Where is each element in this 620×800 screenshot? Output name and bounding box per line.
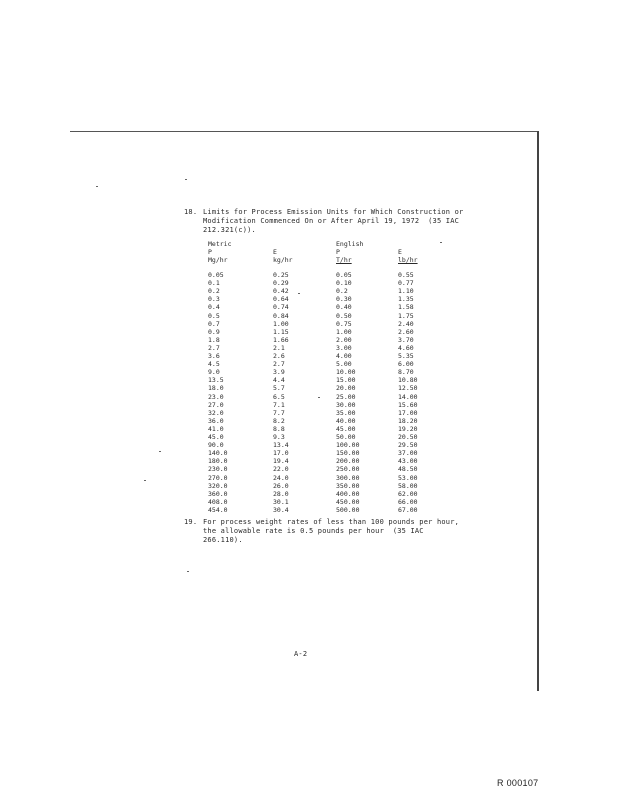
english-e-cell: 10.80 xyxy=(398,376,418,385)
metric-e-cell: 7.7 xyxy=(273,408,285,417)
english-p-cell: 200.00 xyxy=(336,457,360,466)
metric-e-cell: 28.0 xyxy=(273,489,289,498)
metric-e-cell: 5.7 xyxy=(273,384,285,393)
english-p-cell: 20.00 xyxy=(336,384,356,393)
section-19-line-3: 266.110). xyxy=(203,536,243,544)
english-p-cell: 450.00 xyxy=(336,497,360,506)
english-p-cell: 30.00 xyxy=(336,400,356,409)
english-e-cell: 43.00 xyxy=(398,457,418,466)
metric-p-cell: 408.0 xyxy=(208,497,228,506)
metric-e-cell: 30.1 xyxy=(273,497,289,506)
english-e-cell: 14.00 xyxy=(398,392,418,401)
english-e-cell: 1.35 xyxy=(398,295,414,304)
speck xyxy=(185,179,187,180)
english-e-cell: 20.50 xyxy=(398,433,418,441)
english-p-cell: 400.00 xyxy=(336,489,360,498)
metric-p-cell: 23.0 xyxy=(208,392,224,401)
metric-e-cell: 1.66 xyxy=(273,335,289,344)
english-p-cell: 2.00 xyxy=(336,335,352,344)
metric-p-cell: 0.3 xyxy=(208,295,220,304)
metric-p-cell: 0.2 xyxy=(208,287,220,296)
english-p-cell: 0.40 xyxy=(336,303,352,312)
english-e-cell: 0.77 xyxy=(398,279,414,288)
metric-e-cell: 0.64 xyxy=(273,295,289,304)
metric-p-cell: 0.4 xyxy=(208,303,220,312)
section-19-line-1: For process weight rates of less than 100 pounds per hour, xyxy=(203,518,460,526)
english-e-cell: 1.58 xyxy=(398,303,414,312)
metric-p-cell: 45.0 xyxy=(208,433,224,441)
metric-p-cell: 0.7 xyxy=(208,319,220,328)
metric-e-cell: 1.00 xyxy=(273,319,289,328)
metric-p-cell: 9.0 xyxy=(208,368,220,377)
metric-p-cell: 0.9 xyxy=(208,327,220,336)
english-e-cell: 29.50 xyxy=(398,441,418,450)
english-e-cell: 67.00 xyxy=(398,505,418,514)
english-p-cell: 300.00 xyxy=(336,473,360,482)
metric-p-cell: 0.5 xyxy=(208,311,220,320)
english-p-cell: 10.00 xyxy=(336,368,356,377)
metric-e-cell: 0.84 xyxy=(273,311,289,320)
metric-e-cell: 0.25 xyxy=(273,271,289,279)
bates-stamp: R 000107 xyxy=(497,778,539,788)
english-p-cell: 100.00 xyxy=(336,441,360,450)
english-e-cell: 2.60 xyxy=(398,327,414,336)
english-p-cell: 50.00 xyxy=(336,433,356,441)
english-p-cell: 500.00 xyxy=(336,505,360,514)
metric-e-cell: 13.4 xyxy=(273,441,289,450)
english-p-cell: 0.30 xyxy=(336,295,352,304)
english-e-cell: 12.50 xyxy=(398,384,418,393)
metric-p-cell: 4.5 xyxy=(208,360,220,369)
english-p-cell: 1.00 xyxy=(336,327,352,336)
english-e-header: E xyxy=(398,248,402,256)
english-p-cell: 350.00 xyxy=(336,481,360,490)
english-p-cell: 250.00 xyxy=(336,465,360,474)
metric-p-cell: 2.7 xyxy=(208,343,220,352)
english-p-cell: 0.05 xyxy=(336,271,352,279)
metric-e-header: E xyxy=(273,248,277,256)
english-e-cell: 5.35 xyxy=(398,352,414,360)
metric-p-cell: 3.6 xyxy=(208,352,220,360)
metric-e-cell: 9.3 xyxy=(273,433,285,441)
english-p-cell: 45.00 xyxy=(336,424,356,433)
metric-e-cell: 24.0 xyxy=(273,473,289,482)
english-e-cell: 8.70 xyxy=(398,368,414,377)
metric-p-cell: 180.0 xyxy=(208,457,228,466)
english-e-cell: 4.60 xyxy=(398,343,414,352)
speck xyxy=(440,242,442,243)
metric-e-cell: 2.7 xyxy=(273,360,285,369)
metric-e-cell: 17.0 xyxy=(273,449,289,458)
metric-e-cell: 3.9 xyxy=(273,368,285,377)
english-e-cell: 2.40 xyxy=(398,319,414,328)
metric-p-unit: Mg/hr xyxy=(208,256,228,264)
english-p-unit: T/hr xyxy=(336,256,352,264)
english-e-cell: 6.00 xyxy=(398,360,414,369)
english-e-cell: 3.70 xyxy=(398,335,414,344)
english-p-cell: 35.00 xyxy=(336,408,356,417)
page-number: A-2 xyxy=(294,650,308,658)
english-e-cell: 18.20 xyxy=(398,416,418,425)
english-e-cell: 17.00 xyxy=(398,408,418,417)
english-e-cell: 62.00 xyxy=(398,489,418,498)
english-p-cell: 25.00 xyxy=(336,392,356,401)
english-e-cell: 37.00 xyxy=(398,449,418,458)
metric-e-cell: 1.15 xyxy=(273,327,289,336)
english-title: English xyxy=(336,240,364,248)
metric-e-cell: 7.1 xyxy=(273,400,285,409)
english-p-cell: 0.10 xyxy=(336,279,352,288)
metric-e-cell: 2.1 xyxy=(273,343,285,352)
metric-p-cell: 41.0 xyxy=(208,424,224,433)
speck xyxy=(187,571,189,572)
metric-e-cell: 30.4 xyxy=(273,505,289,514)
english-p-header: P xyxy=(336,248,340,256)
section-19-number: 19. xyxy=(184,518,198,526)
metric-e-cell: 26.0 xyxy=(273,481,289,490)
english-e-unit: lb/hr xyxy=(398,256,418,264)
metric-p-cell: 13.5 xyxy=(208,376,224,385)
metric-e-cell: 8.2 xyxy=(273,416,285,425)
english-p-cell: 4.00 xyxy=(336,352,352,360)
english-e-cell: 1.10 xyxy=(398,287,414,296)
metric-e-cell: 4.4 xyxy=(273,376,285,385)
section-18-line-3: 212.321(c)). xyxy=(203,226,256,234)
english-p-cell: 40.00 xyxy=(336,416,356,425)
speck xyxy=(96,186,98,187)
metric-p-cell: 36.0 xyxy=(208,416,224,425)
english-p-cell: 15.00 xyxy=(336,376,356,385)
english-e-cell: 66.00 xyxy=(398,497,418,506)
metric-e-cell: 0.74 xyxy=(273,303,289,312)
metric-p-cell: 0.1 xyxy=(208,279,220,288)
metric-p-header: P xyxy=(208,248,212,256)
metric-p-cell: 230.0 xyxy=(208,465,228,474)
section-19-line-2: the allowable rate is 0.5 pounds per hour (35 IAC xyxy=(203,527,424,535)
english-e-cell: 53.00 xyxy=(398,473,418,482)
emission-limits-table xyxy=(0,271,620,521)
metric-title: Metric xyxy=(208,240,232,248)
section-18-line-2: Modification Commenced On or After April 19, 1972 (35 IAC xyxy=(203,217,460,225)
metric-e-cell: 22.0 xyxy=(273,465,289,474)
metric-p-cell: 32.0 xyxy=(208,408,224,417)
metric-e-cell: 2.6 xyxy=(273,352,285,360)
english-e-cell: 19.20 xyxy=(398,424,418,433)
metric-e-cell: 8.8 xyxy=(273,424,285,433)
english-e-cell: 1.75 xyxy=(398,311,414,320)
english-p-cell: 3.00 xyxy=(336,343,352,352)
metric-p-cell: 27.0 xyxy=(208,400,224,409)
section-18-number: 18. xyxy=(184,208,198,216)
english-e-cell: 0.55 xyxy=(398,271,414,279)
metric-p-cell: 320.0 xyxy=(208,481,228,490)
english-p-cell: 150.00 xyxy=(336,449,360,458)
metric-p-cell: 454.0 xyxy=(208,505,228,514)
metric-e-cell: 0.29 xyxy=(273,279,289,288)
metric-e-cell: 6.5 xyxy=(273,392,285,401)
metric-e-unit: kg/hr xyxy=(273,256,293,264)
metric-e-cell: 19.4 xyxy=(273,457,289,466)
metric-p-cell: 0.05 xyxy=(208,271,224,279)
metric-p-cell: 18.0 xyxy=(208,384,224,393)
english-p-cell: 0.2 xyxy=(336,287,348,296)
section-18-line-1: Limits for Process Emission Units for Which Construction or xyxy=(203,208,464,216)
metric-p-cell: 360.0 xyxy=(208,489,228,498)
english-e-cell: 15.60 xyxy=(398,400,418,409)
english-e-cell: 58.00 xyxy=(398,481,418,490)
metric-p-cell: 90.0 xyxy=(208,441,224,450)
metric-p-cell: 140.0 xyxy=(208,449,228,458)
english-p-cell: 0.50 xyxy=(336,311,352,320)
metric-e-cell: 0.42 xyxy=(273,287,289,296)
metric-p-cell: 1.8 xyxy=(208,335,220,344)
metric-p-cell: 270.0 xyxy=(208,473,228,482)
top-rule xyxy=(70,131,538,132)
english-e-cell: 48.50 xyxy=(398,465,418,474)
english-p-cell: 0.75 xyxy=(336,319,352,328)
english-p-cell: 5.00 xyxy=(336,360,352,369)
